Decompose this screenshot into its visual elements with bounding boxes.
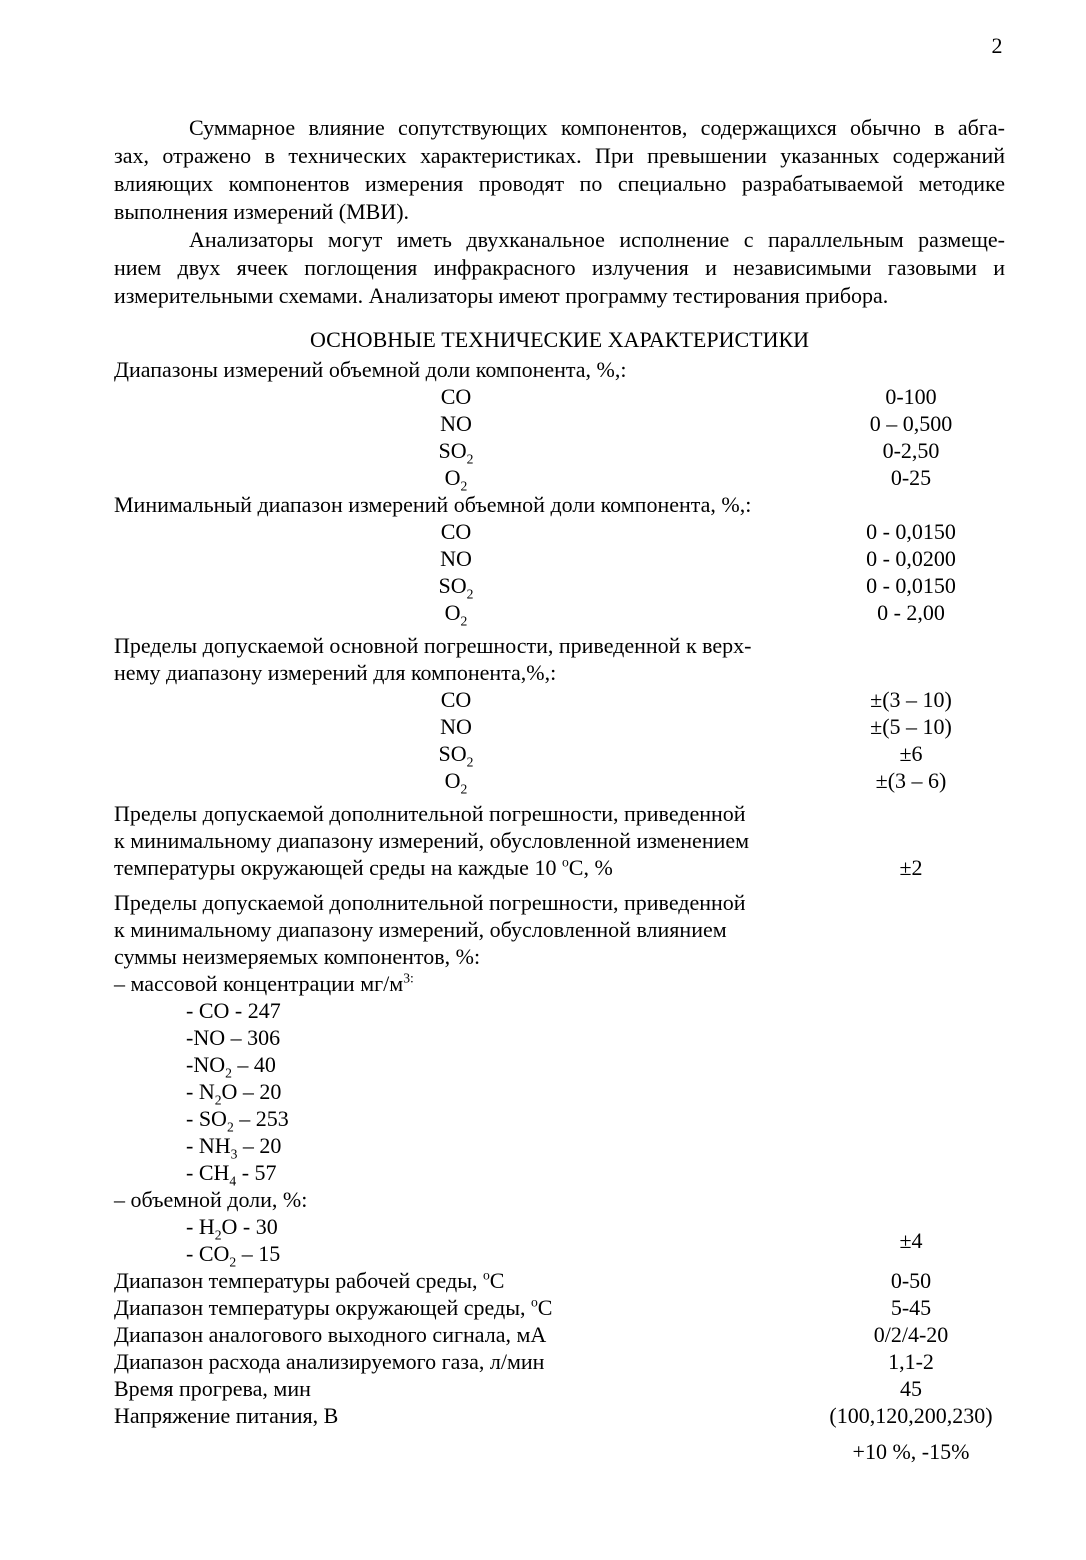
spec-section xyxy=(114,970,1005,1189)
component-value: 0-100 xyxy=(885,384,937,409)
component-row xyxy=(114,572,1005,602)
spec-section xyxy=(114,632,1005,797)
component-row xyxy=(114,518,1005,545)
sublist-items xyxy=(114,1213,1005,1270)
component-value: 0-2,50 xyxy=(882,438,940,463)
paragraph-line: зах, отражено в технических характеристиках. При превышении указанных содержаний xyxy=(114,143,1005,168)
property-row xyxy=(114,1267,1005,1294)
component-row xyxy=(114,599,1005,629)
note-line: к минимальному диапазону измерений, обусловленной влиянием xyxy=(114,917,727,942)
component-row xyxy=(114,464,1005,494)
page-number: 2 xyxy=(991,33,1003,58)
spec-section xyxy=(114,1186,1005,1270)
component-value: ±(3 – 6) xyxy=(875,768,947,793)
component-value: 0 – 0,500 xyxy=(869,411,953,436)
component-value: 0-25 xyxy=(890,465,932,490)
list-item: - $H_2O - 30$ xyxy=(186,1214,278,1243)
component-name: $SO_2$ xyxy=(438,438,474,467)
component-name: CO xyxy=(440,519,472,544)
component-value: 0 - 0,0200 xyxy=(866,546,956,571)
list-item: - $N_2O - 20$ xyxy=(186,1079,282,1108)
component-name: $SO_2$ xyxy=(438,573,474,602)
note-line: Пределы допускаемой дополнительной погрешности, приведенной xyxy=(114,890,746,915)
property-row xyxy=(114,1402,1005,1429)
list-item: - $CH_4 - 57$ xyxy=(186,1160,277,1189)
component-value: ±(3 – 10) xyxy=(870,687,952,712)
component-name: NO xyxy=(440,546,472,571)
component-name: CO xyxy=(440,384,472,409)
note-line: температуры окружающей среды на каждые 10 $^о$С, % ±2 xyxy=(114,854,1005,881)
component-row xyxy=(114,410,1005,437)
spec-section xyxy=(114,491,1005,629)
component-value: 0 - 2,00 xyxy=(877,600,945,625)
property-row xyxy=(114,1375,1005,1402)
property-value: (100,120,200,230) xyxy=(829,1403,993,1428)
component-value: 0 - 0,0150 xyxy=(866,573,956,598)
spec-sections xyxy=(114,356,1005,1465)
paragraph xyxy=(114,226,1005,310)
component-row xyxy=(114,767,1005,797)
note-line: суммы неизмеряемых компонентов, %: xyxy=(114,944,481,969)
intro-paragraphs xyxy=(114,114,1005,310)
component-row xyxy=(114,686,1005,713)
spec-section xyxy=(114,1438,1005,1465)
section-title: ОСНОВНЫЕ ТЕХНИЧЕСКИЕ ХАРАКТЕРИСТИКИ xyxy=(309,327,810,352)
component-row xyxy=(114,545,1005,572)
list-item: -NO – 306 xyxy=(186,1025,281,1050)
property-row xyxy=(114,1294,1005,1321)
sublist-items xyxy=(114,997,1005,1189)
property-row xyxy=(114,1321,1005,1348)
page-content xyxy=(114,114,1005,1465)
component-value: ±(5 – 10) xyxy=(870,714,952,739)
component-row xyxy=(114,713,1005,740)
component-name: $O_2$ xyxy=(444,465,468,494)
property-value: 1,1-2 xyxy=(888,1349,934,1374)
list-item: - $CO_2 - 15$ xyxy=(186,1241,281,1270)
spec-heading: Пределы допускаемой основной погрешности, приведенной к верх- xyxy=(114,633,752,658)
list-item: $-NO_2 - 40$ xyxy=(186,1052,276,1081)
paragraph-line: нием двух ячеек поглощения инфракрасного излучения и независимыми газовыми и xyxy=(114,255,1005,280)
property-label: Напряжение питания, В xyxy=(114,1403,339,1428)
paragraph xyxy=(114,114,1005,226)
property-value: 45 xyxy=(900,1376,922,1401)
component-value: ±6 xyxy=(899,741,923,766)
sublist-heading: – массовой концентрации $мг/м^{3:}$ xyxy=(114,970,414,996)
spec-section xyxy=(114,356,1005,494)
spec-section xyxy=(114,889,1005,970)
component-row xyxy=(114,437,1005,467)
list-item: - $SO_2 - 253$ xyxy=(186,1106,289,1135)
footnote-value: +10 %, -15% xyxy=(852,1439,970,1464)
note-value: ±2 xyxy=(899,855,923,880)
property-row xyxy=(114,1348,1005,1375)
paragraph-line: измерительными схемами. Анализаторы имеют программу тестирования прибора. xyxy=(114,283,889,308)
spec-heading: Диапазоны измерений объемной доли компонента, %,: xyxy=(114,357,627,382)
spec-section xyxy=(114,800,1005,881)
footnote-row xyxy=(114,1438,1005,1465)
paragraph-line: Суммарное влияние сопутствующих компонентов, содержащихся обычно в абга- xyxy=(189,115,1005,140)
note-line: к минимальному диапазону измерений, обусловленной изменением xyxy=(114,828,750,853)
spec-heading: Минимальный диапазон измерений объемной доли компонента, %,: xyxy=(114,492,752,517)
component-row xyxy=(114,740,1005,770)
component-name: NO xyxy=(440,714,472,739)
sublist-heading: – объемной доли, %: xyxy=(114,1187,308,1212)
property-value: 0/2/4-20 xyxy=(873,1322,949,1347)
paragraph-line: влияющих компонентов измерения проводят по специально разрабатываемой методике xyxy=(114,171,1005,196)
spec-heading: нему диапазону измерений для компонента,%,: xyxy=(114,660,557,685)
property-value: 5-45 xyxy=(890,1295,932,1320)
paragraph-line: выполнения измерений (МВИ). xyxy=(114,199,410,224)
list-item: - $NH_3 - 20$ xyxy=(186,1133,282,1162)
property-label: Диапазон расхода анализируемого газа, л/мин xyxy=(114,1349,545,1374)
property-label: Диапазон температуры окружающей среды, $^о$С xyxy=(114,1294,553,1320)
property-value: 0-50 xyxy=(890,1268,932,1293)
paragraph-line: Анализаторы могут иметь двухканальное исполнение с параллельным размеще- xyxy=(189,227,1005,252)
property-label: Диапазон температуры рабочей среды, $^о$С xyxy=(114,1267,505,1293)
note-line: Пределы допускаемой дополнительной погрешности, приведенной xyxy=(114,801,746,826)
list-item: - CO - 247 xyxy=(186,998,281,1023)
component-name: $O_2$ xyxy=(444,768,468,797)
property-label: Время прогрева, мин xyxy=(114,1376,311,1401)
component-name: NO xyxy=(440,411,472,436)
property-label: Диапазон аналогового выходного сигнала, мА xyxy=(114,1322,547,1347)
component-name: $O_2$ xyxy=(444,600,468,629)
spec-section xyxy=(114,1267,1005,1429)
sublist-value: ±4 xyxy=(899,1228,923,1253)
component-value: 0 - 0,0150 xyxy=(866,519,956,544)
component-row xyxy=(114,383,1005,410)
component-name: CO xyxy=(440,687,472,712)
component-name: $SO_2$ xyxy=(438,741,474,770)
